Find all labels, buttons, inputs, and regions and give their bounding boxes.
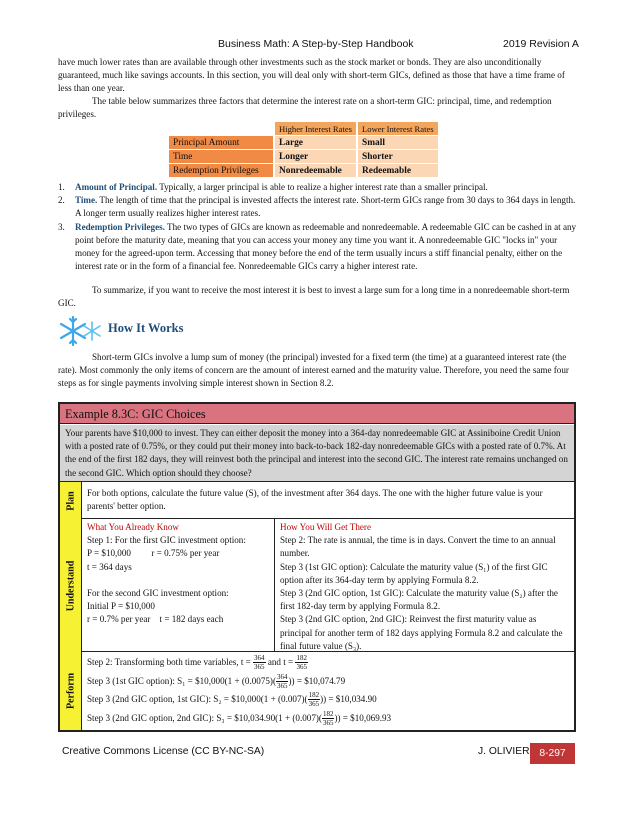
- understand-label: Understand: [60, 519, 82, 652]
- know-line: Initial P = $10,000: [87, 601, 155, 612]
- know-line: t = 364 days: [87, 561, 132, 572]
- perform-step-3-option-2-first: Step 3 (2nd GIC option, 1st GIC): S₂ = $10,000(1 + (0.007)( $\frac{182}{365}$ )) = $10,034.90: [87, 691, 377, 709]
- table-row: [169, 136, 438, 149]
- table-row: [169, 164, 438, 177]
- row-label: Redemption Privileges: [169, 164, 273, 177]
- lower-cell: Redeemable: [358, 164, 438, 177]
- get-line: Step 3 (2nd GIC option, 2nd GIC): Reinvest the first maturity value as principal for another term of 182 days applying Formula 8.2 and calculate the final future value (S₃).: [280, 614, 563, 651]
- fraction: $\frac{182}{365}$: [308, 691, 320, 709]
- factor-term: Time.: [75, 195, 98, 206]
- get-column: [275, 519, 574, 651]
- higher-cell: Longer: [275, 150, 356, 163]
- know-column: [82, 519, 275, 651]
- fraction: $\frac{182}{365}$: [322, 709, 334, 727]
- know-line: Step 1: For the first GIC investment option:: [87, 535, 246, 546]
- row-label: Time: [169, 150, 273, 163]
- perform-step-3-option-2-second: Step 3 (2nd GIC option, 2nd GIC): S₃ = $10,034.90(1 + (0.007)( $\frac{182}{365}$ )) = $10,069.93: [87, 709, 392, 727]
- example-problem: Your parents have $10,000 to invest. They can either deposit the money into a 364-day nonredeemable GIC at Assiniboine Credit Union with a posted rate of 0.75%, or they could put their money into back-to-back 182-day nonredeemable GICs with a posted rate of 0.7%. At the end of the first 182 days, they will reinvest both the principal and interest into the second GIC. The interest rate remains unchanged on the second GIC. Which option should they choose?: [60, 425, 574, 482]
- revision-label: 2019 Revision A: [503, 38, 579, 50]
- plan-label: Plan: [60, 482, 82, 519]
- lower-cell: Small: [358, 136, 438, 149]
- intro-paragraph: have much lower rates than are available through other investments such as the stock market or bonds. They are also unconditionally guaranteed, much like savings accounts. In this section, you will deal only with short-term GICs, defined as those that have a time frame of less than one year.: [58, 57, 565, 94]
- know-heading: What You Already Know: [87, 522, 179, 532]
- author-name: J. OLIVIER: [478, 746, 530, 757]
- summary-paragraph: To summarize, if you want to receive the most interest it is best to invest a large sum for a long time in a nonredeemable short-term GIC.: [58, 285, 570, 309]
- know-line: P = $10,000 r = 0.75% per year: [87, 548, 220, 559]
- get-line: Step 3 (2nd GIC option, 1st GIC): Calculate the maturity value (S₂) after the first 182-day term by applying Formula 8.2.: [280, 588, 558, 612]
- higher-cell: Large: [275, 136, 356, 149]
- plan-row: [82, 482, 574, 519]
- list-item: 3. Redemption Privileges. The two types of GICs are known as redeemable and nonredeemable. A redeemable GIC can be cashed in at any point before the maturity date, meaning that you can access your money any time you want it. A nonredeemable GIC "locks in" your money for the agreed-upon term. Accessing that money before the end of the term usually incurs a stiff financial penalty, either on the interest rate or in the form of a financial fee. Nonredeemable GICs carry a higher interest rate.: [58, 221, 577, 272]
- list-item: 2. Time. The length of time that the principal is invested affects the interest rate. Short-term GICs range from 30 days to 364 days in length. A longer term usually realizes higher interest rates.: [58, 195, 576, 219]
- factor-list: [58, 181, 578, 273]
- table-intro-paragraph: The table below summarizes three factors that determine the interest rate on a short-term GIC: principal, time, and redemption privileges.: [58, 96, 552, 120]
- table-row: [169, 150, 438, 163]
- fraction: $\frac{364}{365}$: [254, 654, 265, 672]
- understand-row: [82, 519, 574, 652]
- fraction: $\frac{364}{365}$: [276, 672, 288, 690]
- plan-text: For both options, calculate the future value (S), of the investment after 364 days. The one with the higher future value is your parents' better option.: [87, 488, 543, 512]
- get-line: Step 3 (1st GIC option): Calculate the maturity value (S₁) of the first GIC option after its 364-day term by applying Formula 8.2.: [280, 561, 548, 585]
- row-label: Principal Amount: [169, 136, 273, 149]
- list-item: 1. Amount of Principal. Typically, a larger principal is able to realize a higher interest rate than a smaller principal.: [58, 182, 488, 192]
- perform-step-2: Step 2: Transforming both time variables, t = $\frac{364}{365}$ and t = $\frac{182}{365}$: [87, 654, 307, 672]
- higher-cell: Nonredeemable: [275, 164, 356, 177]
- get-line: Step 2: The rate is annual, the time is in days. Convert the time to an annual number.: [280, 535, 556, 559]
- license-text: Creative Commons License (CC BY-NC-SA): [62, 746, 265, 757]
- factor-term: Redemption Privileges.: [75, 221, 165, 232]
- know-line: For the second GIC investment option:: [87, 588, 229, 598]
- example-box: [58, 402, 576, 732]
- header-lower-rates: Lower Interest Rates: [358, 122, 438, 135]
- page-number-badge: 8-297: [530, 743, 575, 764]
- how-it-works-text: Short-term GICs involve a lump sum of money (the principal) invested for a fixed term (the time) at a guaranteed interest rate (the rate). Most commonly the only items of concern are the amount of interest earned and the maturity value. Therefore, you need the same four steps as for single payments involving simple interest shown in Section 8.2.: [58, 352, 569, 389]
- how-it-works-title: How It Works: [108, 321, 184, 335]
- example-title: Example 8.3C: GIC Choices: [60, 404, 574, 424]
- know-line: r = 0.7% per year t = 182 days each: [87, 614, 224, 625]
- how-it-works-heading: [58, 313, 578, 349]
- header-higher-rates: Higher Interest Rates: [275, 122, 356, 135]
- factor-term: Amount of Principal.: [75, 182, 158, 192]
- get-heading: How You Will Get There: [280, 522, 371, 532]
- lower-cell: Shorter: [358, 150, 438, 163]
- perform-label: Perform: [60, 652, 82, 730]
- book-title: Business Math: A Step-by-Step Handbook: [218, 38, 414, 50]
- interest-rate-table: [167, 121, 440, 178]
- perform-step-3-option-1: Step 3 (1st GIC option): S₁ = $10,000(1 + (0.0075)( $\frac{364}{365}$ )) = $10,074.79: [87, 672, 346, 690]
- snowflake-icon: [58, 313, 104, 349]
- perform-row: [82, 652, 574, 730]
- fraction: $\frac{182}{365}$: [296, 654, 307, 672]
